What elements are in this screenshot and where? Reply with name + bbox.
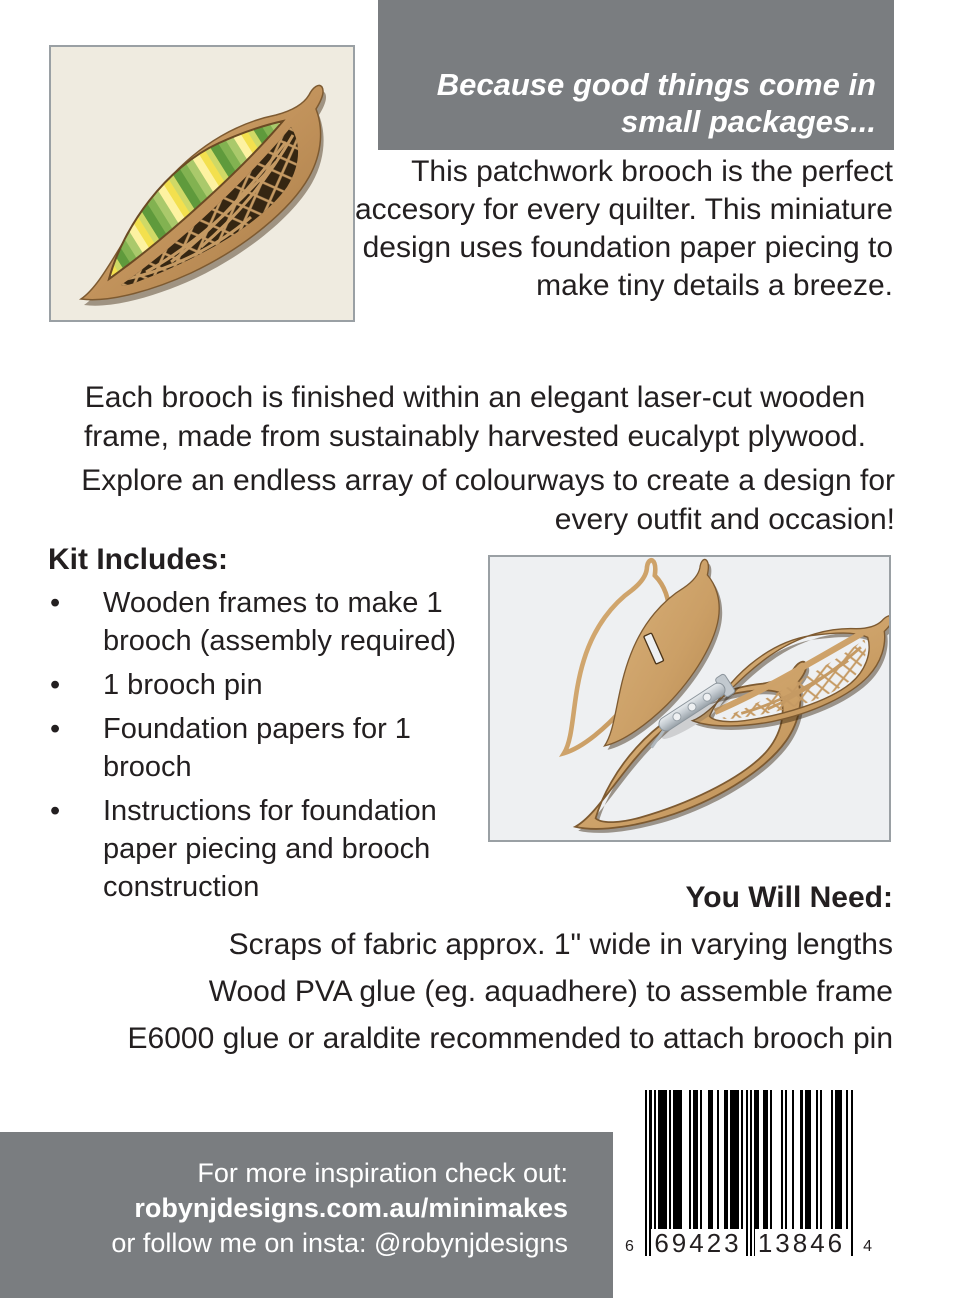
kit-item-label: 1 brooch pin: [103, 669, 263, 701]
barcode-digit-left: 6: [625, 1238, 634, 1255]
kit-pieces-photo: [488, 555, 891, 842]
bullet-marker: •: [50, 795, 61, 827]
intro-paragraph: This patchwork brooch is the perfect accesory for every quilter. This miniature design uses foundation paper piecing to make tiny details a breeze.: [355, 155, 893, 302]
footer-box: [0, 1132, 613, 1298]
kit-list-item: [48, 710, 460, 786]
footer-website: robynjdesigns.com.au/minimakes: [134, 1193, 568, 1223]
leaf-brooch-image: [51, 47, 355, 322]
need-item: Wood PVA glue (eg. aquadhere) to assemble frame: [208, 975, 893, 1008]
bullet-marker: •: [50, 669, 61, 701]
kit-item-label: Instructions for foundation paper piecing and brooch construction: [103, 795, 437, 903]
bullet-marker: •: [50, 713, 61, 745]
tagline-line1: Because good things come in: [436, 67, 876, 102]
kit-includes-list: [48, 584, 460, 912]
need-item: Scraps of fabric approx. 1" wide in varying lengths: [228, 928, 893, 961]
description-para-explore: Explore an endless array of colourways to create a design for every outfit and occasion!: [81, 464, 895, 536]
barcode-digit-right: 4: [863, 1238, 872, 1255]
you-will-need-block: [60, 882, 893, 1070]
kit-item-label: Foundation papers for 1 brooch: [103, 713, 411, 783]
footer-instagram: or follow me on insta: @robynjdesigns: [111, 1228, 568, 1258]
bullet-marker: •: [50, 587, 61, 619]
kit-includes-heading: Kit Includes:: [48, 543, 229, 576]
you-will-need-heading: You Will Need:: [685, 881, 893, 914]
tagline-line2: small packages...: [620, 104, 876, 139]
kit-list-item: [48, 666, 460, 704]
kit-item-label: Wooden frames to make 1 brooch (assembly required): [103, 587, 456, 657]
footer-line1: For more inspiration check out:: [197, 1158, 568, 1188]
barcode-number-right-group: [755, 1229, 848, 1256]
description-para-frame: Each brooch is finished within an elegant laser-cut wooden frame, made from sustainably harvested eucalypt plywood.: [83, 381, 867, 453]
tagline-box: [378, 0, 894, 150]
barcode-group2: 13846: [757, 1228, 846, 1258]
barcode-number-left-group: [651, 1229, 745, 1256]
kit-list-item: [48, 584, 460, 660]
finished-brooch-photo: [49, 45, 355, 322]
barcode-group1: 69423: [654, 1228, 742, 1258]
barcode: [625, 1090, 872, 1258]
kit-pieces-image: [490, 557, 891, 842]
need-item: E6000 glue or araldite recommended to attach brooch pin: [127, 1022, 893, 1055]
